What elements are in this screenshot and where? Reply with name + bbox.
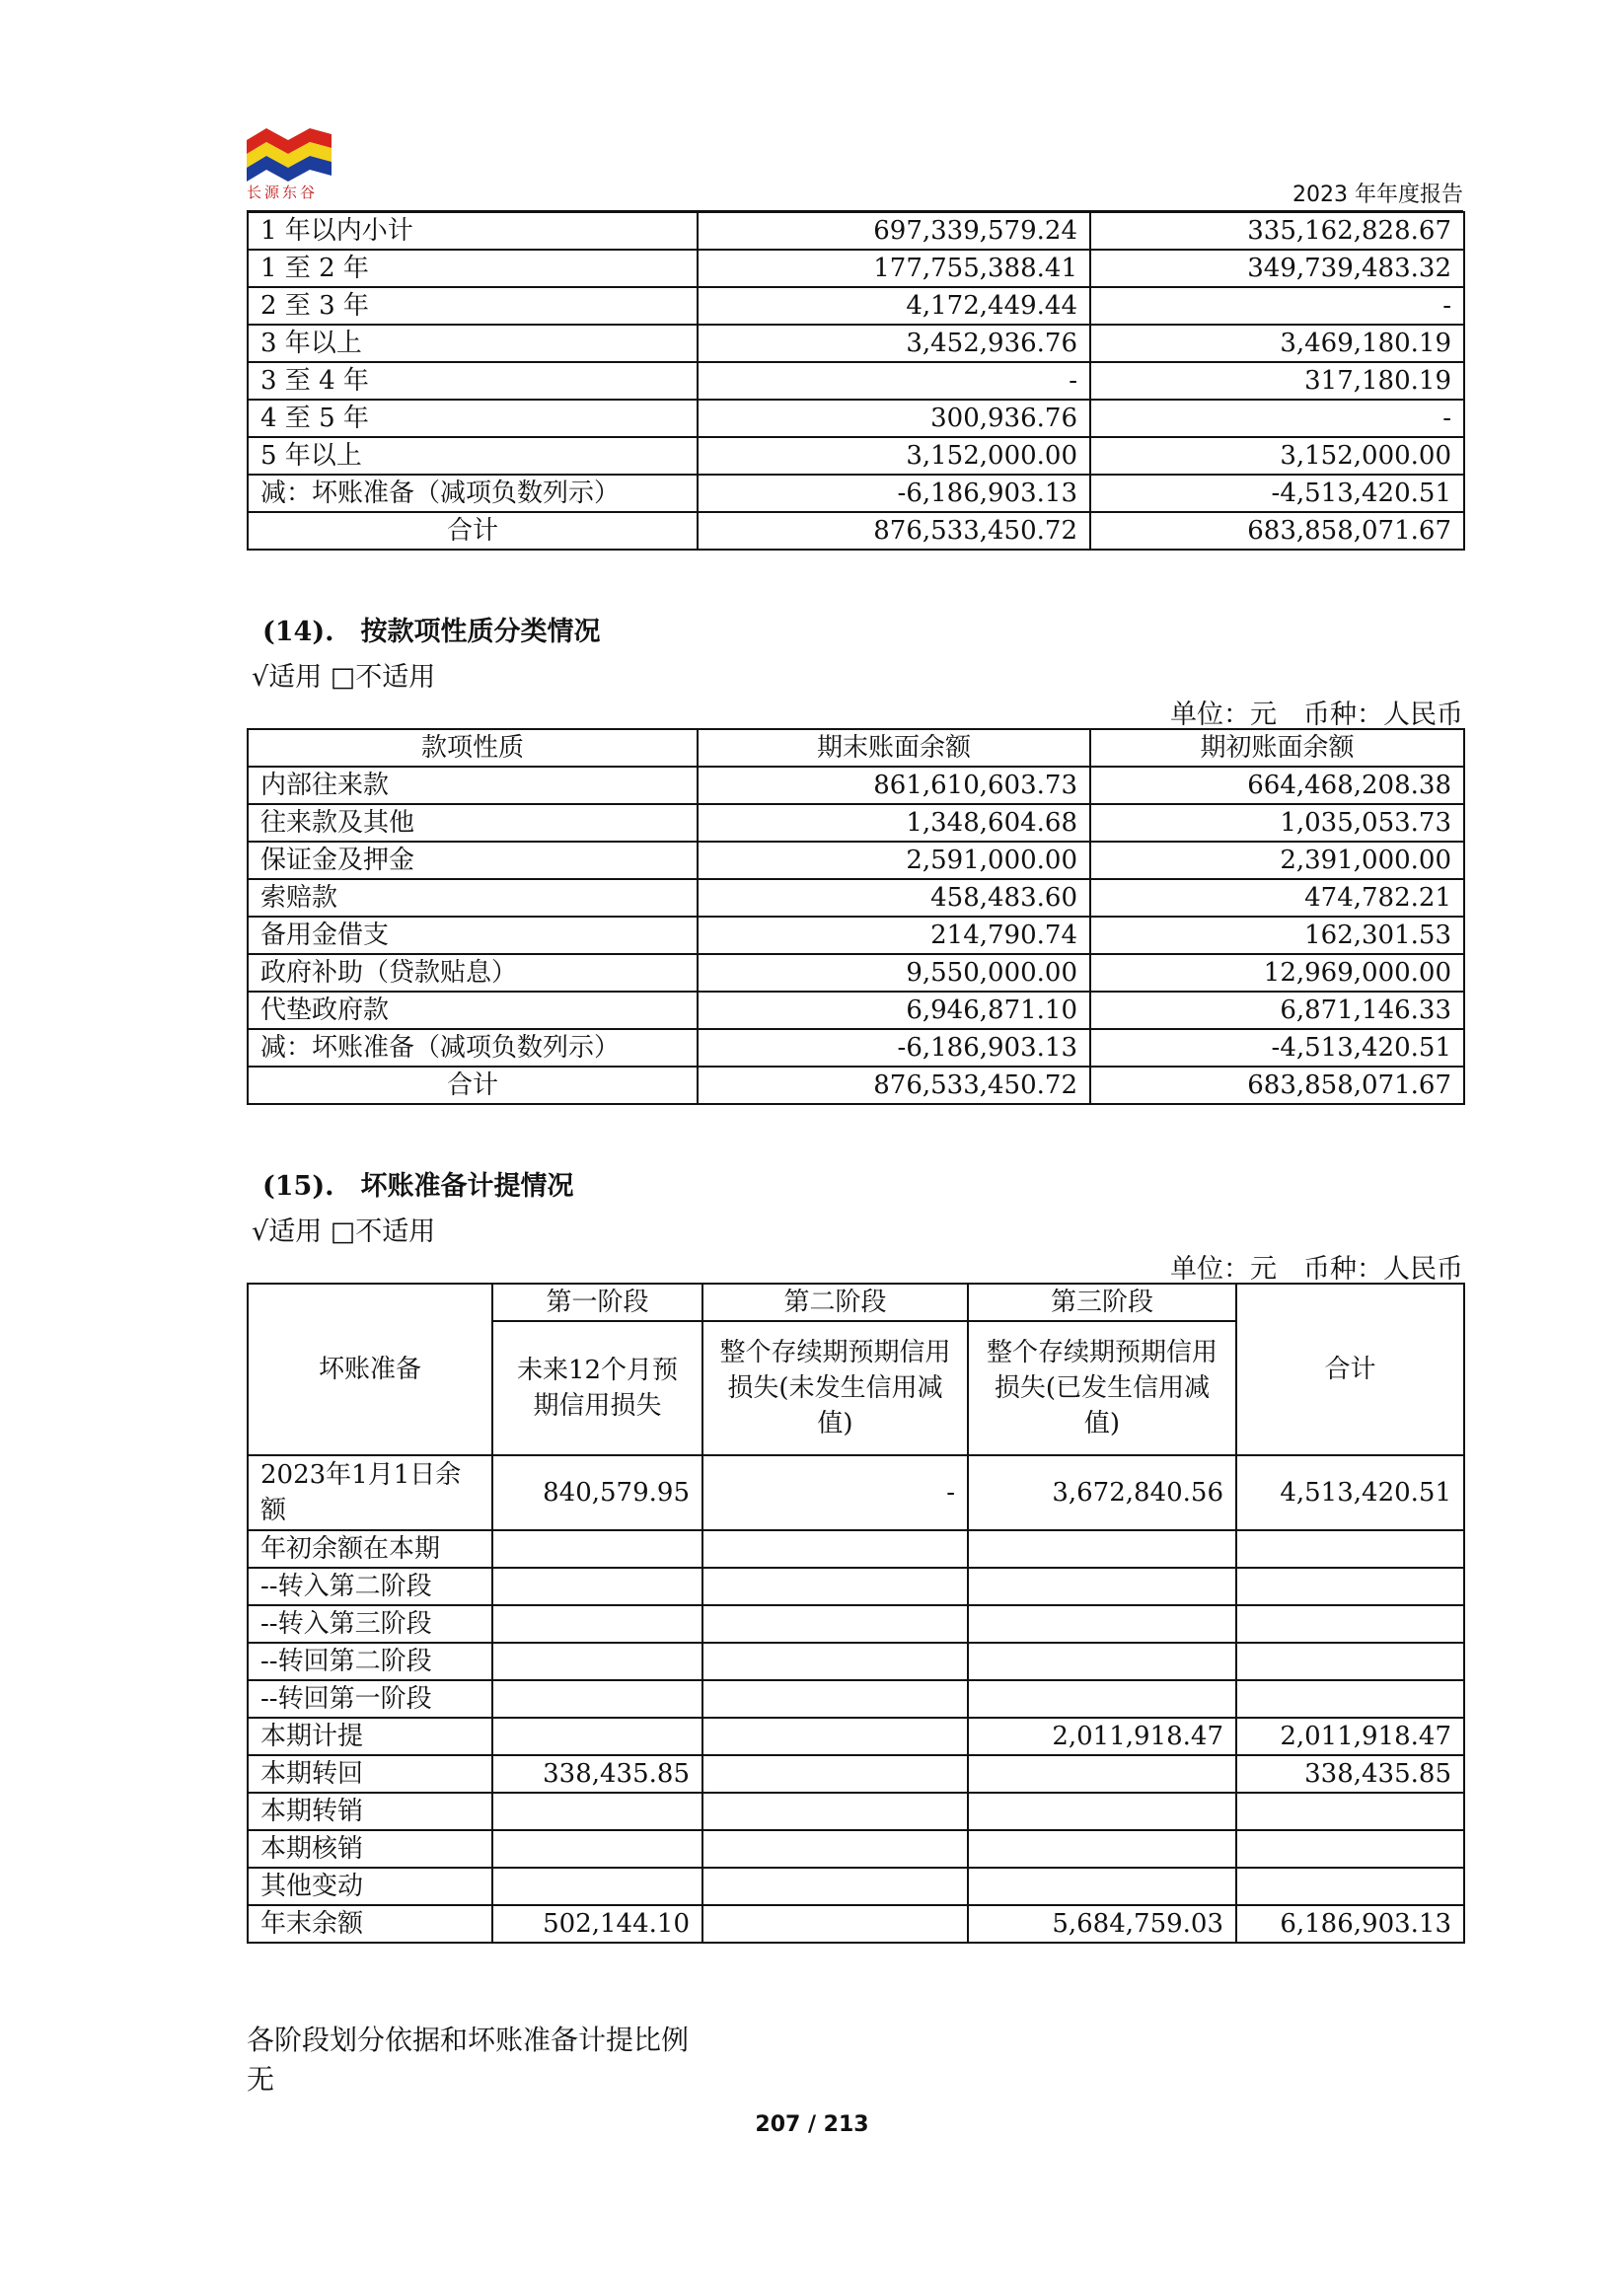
opening-stage3: 3,672,840.56 bbox=[968, 1455, 1236, 1530]
row-value bbox=[968, 1793, 1236, 1830]
row-value: 683,858,071.67 bbox=[1090, 1067, 1464, 1104]
row-label: --转回第二阶段 bbox=[248, 1643, 492, 1680]
company-logo bbox=[247, 118, 332, 182]
row-label: 1 年以内小计 bbox=[248, 212, 698, 250]
row-label: 内部往来款 bbox=[248, 767, 698, 804]
row-value bbox=[492, 1568, 702, 1605]
row-value: 3,152,000.00 bbox=[1090, 437, 1464, 475]
header-stage1: 第一阶段 bbox=[492, 1284, 702, 1321]
row-value: 502,144.10 bbox=[492, 1905, 702, 1943]
table-row bbox=[248, 804, 1464, 842]
table-row bbox=[248, 400, 1464, 437]
table-row bbox=[248, 1568, 1464, 1605]
total-row bbox=[248, 512, 1464, 550]
header-total: 合计 bbox=[1236, 1284, 1464, 1455]
section-14-unit: 单位：元 币种：人民币 bbox=[1170, 700, 1463, 730]
row-value: 6,946,871.10 bbox=[698, 992, 1090, 1029]
row-value bbox=[968, 1680, 1236, 1718]
row-value bbox=[492, 1643, 702, 1680]
table-row bbox=[248, 212, 1464, 250]
row-label: 代垫政府款 bbox=[248, 992, 698, 1029]
table-row bbox=[248, 1643, 1464, 1680]
table-row bbox=[248, 475, 1464, 512]
table-row bbox=[248, 879, 1464, 917]
row-value: -4,513,420.51 bbox=[1090, 475, 1464, 512]
row-value bbox=[702, 1605, 968, 1643]
row-value: 期末账面余额 bbox=[698, 729, 1090, 767]
row-value bbox=[702, 1868, 968, 1905]
row-value: - bbox=[698, 362, 1090, 400]
row-value bbox=[702, 1905, 968, 1943]
row-value: 2,011,918.47 bbox=[968, 1718, 1236, 1755]
section-15-title: (15). 坏账准备计提情况 bbox=[262, 1171, 574, 1202]
row-label: 本期转销 bbox=[248, 1793, 492, 1830]
row-value bbox=[702, 1643, 968, 1680]
row-label: 4 至 5 年 bbox=[248, 400, 698, 437]
row-value bbox=[702, 1755, 968, 1793]
table-row bbox=[248, 842, 1464, 879]
row-value: -6,186,903.13 bbox=[698, 475, 1090, 512]
nature-table bbox=[247, 728, 1465, 1105]
table-row bbox=[248, 250, 1464, 287]
opening-stage1: 840,579.95 bbox=[492, 1455, 702, 1530]
row-value: 5,684,759.03 bbox=[968, 1905, 1236, 1943]
row-value bbox=[1236, 1530, 1464, 1568]
row-value bbox=[702, 1530, 968, 1568]
row-label: 其他变动 bbox=[248, 1868, 492, 1905]
table-row bbox=[248, 362, 1464, 400]
row-value: 474,782.21 bbox=[1090, 879, 1464, 917]
section-15-applicable: √适用 □不适用 bbox=[252, 1216, 436, 1247]
row-label: 政府补助（贷款贴息） bbox=[248, 954, 698, 992]
aging-table bbox=[247, 211, 1465, 551]
table-row bbox=[248, 917, 1464, 954]
row-value bbox=[492, 1605, 702, 1643]
row-value: 338,435.85 bbox=[1236, 1755, 1464, 1793]
row-label: 备用金借支 bbox=[248, 917, 698, 954]
table-row bbox=[248, 287, 1464, 325]
opening-stage2: - bbox=[702, 1455, 968, 1530]
row-label: 本期计提 bbox=[248, 1718, 492, 1755]
row-value: 3,469,180.19 bbox=[1090, 325, 1464, 362]
row-label: 减：坏账准备（减项负数列示） bbox=[248, 475, 698, 512]
row-value bbox=[1236, 1793, 1464, 1830]
header-stage2: 第二阶段 bbox=[702, 1284, 968, 1321]
row-label: 本期核销 bbox=[248, 1830, 492, 1868]
row-label: 3 至 4 年 bbox=[248, 362, 698, 400]
row-value: 338,435.85 bbox=[492, 1755, 702, 1793]
row-value bbox=[968, 1830, 1236, 1868]
header-bad-debt: 坏账准备 bbox=[248, 1284, 492, 1455]
header-stage1-sub: 未来12个月预期信用损失 bbox=[492, 1321, 702, 1455]
row-value bbox=[492, 1830, 702, 1868]
row-value bbox=[1236, 1568, 1464, 1605]
page-number: 207 / 213 bbox=[755, 2112, 869, 2137]
row-value bbox=[702, 1793, 968, 1830]
row-value bbox=[1236, 1830, 1464, 1868]
table-row bbox=[248, 1530, 1464, 1568]
row-value: 349,739,483.32 bbox=[1090, 250, 1464, 287]
row-label: 减：坏账准备（减项负数列示） bbox=[248, 1029, 698, 1067]
row-value bbox=[968, 1605, 1236, 1643]
opening-total: 4,513,420.51 bbox=[1236, 1455, 1464, 1530]
row-value bbox=[968, 1643, 1236, 1680]
row-label: 合计 bbox=[248, 512, 698, 550]
table-row bbox=[248, 1793, 1464, 1830]
total-row bbox=[248, 1067, 1464, 1104]
table-row bbox=[248, 767, 1464, 804]
row-value: 6,186,903.13 bbox=[1236, 1905, 1464, 1943]
row-value: 335,162,828.67 bbox=[1090, 212, 1464, 250]
table-row bbox=[248, 325, 1464, 362]
row-value: - bbox=[1090, 287, 1464, 325]
section-14-applicable: √适用 □不适用 bbox=[252, 662, 436, 693]
row-value: 317,180.19 bbox=[1090, 362, 1464, 400]
row-value bbox=[492, 1793, 702, 1830]
row-label: 索赔款 bbox=[248, 879, 698, 917]
row-value: 214,790.74 bbox=[698, 917, 1090, 954]
row-value: 162,301.53 bbox=[1090, 917, 1464, 954]
row-value bbox=[492, 1530, 702, 1568]
table-row bbox=[248, 1718, 1464, 1755]
row-value bbox=[968, 1755, 1236, 1793]
row-label: --转回第一阶段 bbox=[248, 1680, 492, 1718]
row-value: 9,550,000.00 bbox=[698, 954, 1090, 992]
bad-debt-table bbox=[247, 1283, 1465, 1944]
table-row bbox=[248, 954, 1464, 992]
logo-caption: 长源东谷 bbox=[247, 184, 319, 201]
table-row bbox=[248, 437, 1464, 475]
stage-basis-heading: 各阶段划分依据和坏账准备计提比例 bbox=[247, 2024, 690, 2056]
row-label: 年初余额在本期 bbox=[248, 1530, 492, 1568]
row-value bbox=[702, 1718, 968, 1755]
row-label: 3 年以上 bbox=[248, 325, 698, 362]
row-value: 876,533,450.72 bbox=[698, 1067, 1090, 1104]
header-stage3: 第三阶段 bbox=[968, 1284, 1236, 1321]
row-value: 4,172,449.44 bbox=[698, 287, 1090, 325]
section-15-unit: 单位：元 币种：人民币 bbox=[1170, 1254, 1463, 1285]
row-value: 1,035,053.73 bbox=[1090, 804, 1464, 842]
row-value bbox=[492, 1868, 702, 1905]
stage-basis-body: 无 bbox=[247, 2063, 275, 2096]
row-value: 2,391,000.00 bbox=[1090, 842, 1464, 879]
row-label: 2 至 3 年 bbox=[248, 287, 698, 325]
row-value: 期初账面余额 bbox=[1090, 729, 1464, 767]
row-value bbox=[1236, 1868, 1464, 1905]
row-value: 664,468,208.38 bbox=[1090, 767, 1464, 804]
row-label: 本期转回 bbox=[248, 1755, 492, 1793]
row-value bbox=[968, 1568, 1236, 1605]
table-row bbox=[248, 1755, 1464, 1793]
row-label: 5 年以上 bbox=[248, 437, 698, 475]
row-label: 合计 bbox=[248, 1067, 698, 1104]
row-value: -4,513,420.51 bbox=[1090, 1029, 1464, 1067]
row-label: --转入第二阶段 bbox=[248, 1568, 492, 1605]
table-row bbox=[248, 1605, 1464, 1643]
row-value: - bbox=[1090, 400, 1464, 437]
row-value: 861,610,603.73 bbox=[698, 767, 1090, 804]
table-row bbox=[248, 992, 1464, 1029]
table-row bbox=[248, 1830, 1464, 1868]
row-label: 保证金及押金 bbox=[248, 842, 698, 879]
row-value: 697,339,579.24 bbox=[698, 212, 1090, 250]
row-value bbox=[702, 1680, 968, 1718]
row-label: 1 至 2 年 bbox=[248, 250, 698, 287]
table-row bbox=[248, 1868, 1464, 1905]
row-value: -6,186,903.13 bbox=[698, 1029, 1090, 1067]
row-value: 177,755,388.41 bbox=[698, 250, 1090, 287]
opening-balance-label: 2023年1月1日余额 bbox=[248, 1455, 492, 1530]
row-value bbox=[1236, 1643, 1464, 1680]
row-value: 300,936.76 bbox=[698, 400, 1090, 437]
row-value: 2,011,918.47 bbox=[1236, 1718, 1464, 1755]
row-value bbox=[968, 1868, 1236, 1905]
row-value bbox=[702, 1568, 968, 1605]
header-stage3-sub: 整个存续期预期信用损失(已发生信用减值) bbox=[968, 1321, 1236, 1455]
row-value: 6,871,146.33 bbox=[1090, 992, 1464, 1029]
table-row bbox=[248, 1029, 1464, 1067]
row-value bbox=[968, 1530, 1236, 1568]
row-value: 683,858,071.67 bbox=[1090, 512, 1464, 550]
row-label: 往来款及其他 bbox=[248, 804, 698, 842]
row-value bbox=[492, 1680, 702, 1718]
row-value: 3,452,936.76 bbox=[698, 325, 1090, 362]
header-row bbox=[248, 729, 1464, 767]
row-label: 年末余额 bbox=[248, 1905, 492, 1943]
section-14-title: (14). 按款项性质分类情况 bbox=[262, 617, 601, 647]
report-title: 2023 年年度报告 bbox=[1292, 183, 1463, 207]
row-label: --转入第三阶段 bbox=[248, 1605, 492, 1643]
table-row bbox=[248, 1905, 1464, 1943]
row-value bbox=[492, 1718, 702, 1755]
row-value: 458,483.60 bbox=[698, 879, 1090, 917]
row-value: 12,969,000.00 bbox=[1090, 954, 1464, 992]
row-value bbox=[1236, 1605, 1464, 1643]
row-value: 3,152,000.00 bbox=[698, 437, 1090, 475]
row-label: 款项性质 bbox=[248, 729, 698, 767]
row-value bbox=[1236, 1680, 1464, 1718]
header-stage2-sub: 整个存续期预期信用损失(未发生信用减值) bbox=[702, 1321, 968, 1455]
table-row bbox=[248, 1680, 1464, 1718]
row-value: 2,591,000.00 bbox=[698, 842, 1090, 879]
row-value: 876,533,450.72 bbox=[698, 512, 1090, 550]
row-value: 1,348,604.68 bbox=[698, 804, 1090, 842]
row-value bbox=[702, 1830, 968, 1868]
